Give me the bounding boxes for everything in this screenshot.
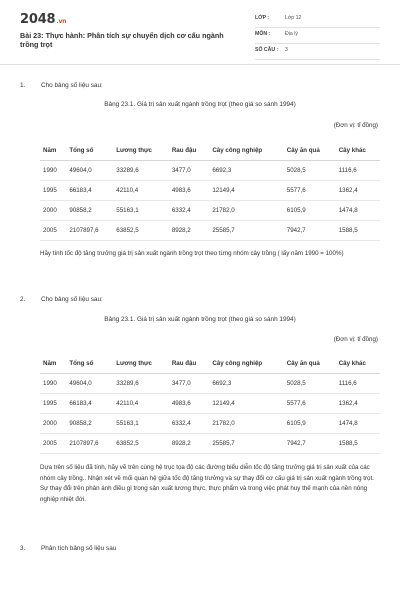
col-fruit: Cây ăn quả	[284, 140, 336, 161]
col-industrial: Cây công nghiệp	[209, 140, 283, 161]
table-row: 2000 90858,2 55163,1 6332,4 21782,0 6105,9 1474,8	[40, 414, 380, 434]
col-year: Năm	[40, 353, 66, 374]
col-year: Năm	[40, 140, 66, 161]
lesson-title: Bài 23: Thực hành: Phân tích sự chuyển dịch cơ cấu ngành trồng trọt	[20, 31, 224, 49]
col-industrial: Cây công nghiệp	[209, 353, 283, 374]
meta-question-count: SỐ CÂU : 3	[255, 44, 380, 60]
meta-class: LỚP : Lớp 12	[255, 12, 380, 28]
site-logo[interactable]: 2048.vn	[20, 12, 67, 27]
table-header-row	[40, 353, 380, 374]
table-header-row	[40, 140, 380, 161]
meta-subject: MÔN : Địa lý	[255, 28, 380, 44]
lesson-meta	[255, 12, 380, 60]
table-2-unit: (Đơn vị: tỉ đồng)	[333, 336, 378, 343]
col-total: Tổng số	[66, 353, 113, 374]
table-1-unit: (Đơn vị: tỉ đồng)	[333, 122, 378, 129]
col-total: Tổng số	[66, 140, 113, 161]
table-2	[40, 353, 380, 454]
col-food: Lương thực	[113, 353, 169, 374]
table-row: 1990 49604,0 33289,6 3477,0 6692,3 5028,5 1116,6	[40, 374, 380, 394]
table-1	[40, 140, 380, 241]
table-row: 2005 2107897,6 63852,5 8928,2 25585,7 7942,7 1588,5	[40, 434, 380, 454]
table-row: 1995 66183,4 42110,4 4983,6 12149,4 5577,6 1362,4	[40, 181, 380, 201]
col-vegetables: Rau đậu	[169, 353, 210, 374]
col-fruit: Cây ăn quả	[284, 353, 336, 374]
col-food: Lương thực	[113, 140, 169, 161]
table-2-caption: Bảng 23.1. Giá trị sản xuất ngành trồng trọt (theo giá so sánh 1994)	[104, 316, 296, 323]
table-row: 2005 2107897,6 63852,5 8928,2 25585,7 7942,7 1588,5	[40, 221, 380, 241]
worksheet-page: 2048.vn Bài 23: Thực hành: Phân tích sự chuyển dịch cơ cấu ngành trồng trọt LỚP : Lớp 12 MÔN : Địa lý SỐ CÂU : 3 1. Cho bảng số liệu sau: Bảng 23.1. Giá trị sản xuất ngành trồng trọt (theo giá so sánh 1994) (Đơn vị: tỉ đồng) Năm Tổng số Lương thực Rau đậu Cây công nghiệp Cây ăn quả Cây khác 1990 49604,0 33289,6 3477,0 6692,3 5028,5 1116,6 1995 66183,4 42110,4 4983,6 12149,4 5577,6 1362,4 2000 90858,2 55163,1 6332,4 21782,0 6105,9 1474,8 2005 2107897,6 63852,5 8928,2 25585,7 7942,7 1588,5 Hãy tính tốc độ tăng trưởng giá trị sản xuất ngành trồng trọt theo từng nhóm cây trồng ( lấy năm 1990 = 100%) 2. Cho bảng số liệu sau: Bảng 23.1. Giá trị sản xuất ngành trồng trọt (theo giá so sánh 1994) (Đơn vị: tỉ đồng) Năm Tổng số Lương thực Rau đậu Cây công nghiệp Cây ăn quả Cây khác 1990 49604,0 33289,6 3477,0 6692,3 5028,5 1116,6 1995 66183,4 42110,4 4983,6 12149,4 5577,6 1362,4 2000 90858,2 55163,1 6332,4 21782,0 6105,9 1474,8 2005 2107897,6 63852,5 8928,2 25585,7 7942,7 1588,5 Dựa trên số liệu đã tính, hãy vẽ trên cùng hệ trục tọa độ các đường biểu diễn tốc độ tăng trưởng giá trị sản xuất của các nhóm cây trồng.. Nhận xét về mối quan hệ giữa tốc độ tăng trưởng và sự thay đổi cơ cấu giá trị sản xuất ngành trồng trọt. Sự thay đổi trên phản ánh điều gì trong sản xuất lương thực, thực phẩm và trong việc phát huy thế mạnh của nền nông nghiệp nhiệt đới. 3. Phân tích bảng số liệu sau	[0, 0, 400, 600]
col-other: Cây khác	[336, 353, 380, 374]
table-1-caption: Bảng 23.1. Giá trị sản xuất ngành trồng trọt (theo giá so sánh 1994)	[104, 101, 296, 108]
page-header	[0, 0, 400, 65]
col-other: Cây khác	[336, 140, 380, 161]
col-vegetables: Rau đậu	[169, 140, 210, 161]
question-2-instruction: Dựa trên số liệu đã tính, hãy vẽ trên cùng hệ trục tọa độ các đường biểu diễn tốc độ tăng trưởng giá trị sản xuất của các nhóm cây trồng.. Nhận xét về mối quan hệ giữa tốc độ tăng trưởng và sự thay đổi cơ cấu giá trị sản xuất ngành trồng trọt. Sự thay đổi trên phản ánh điều gì trong sản xuất lương thực, thực phẩm và trong việc phát huy thế mạnh của nền nông nghiệp nhiệt đới.	[40, 464, 374, 503]
table-row: 1995 66183,4 42110,4 4983,6 12149,4 5577,6 1362,4	[40, 394, 380, 414]
table-row: 1990 49604,0 33289,6 3477,0 6692,3 5028,5 1116,6	[40, 161, 380, 181]
table-row: 2000 90858,2 55163,1 6332,4 21782,0 6105,9 1474,8	[40, 201, 380, 221]
question-1-instruction: Hãy tính tốc độ tăng trưởng giá trị sản xuất ngành trồng trọt theo từng nhóm cây trồng ( lấy năm 1990 = 100%)	[40, 250, 344, 257]
